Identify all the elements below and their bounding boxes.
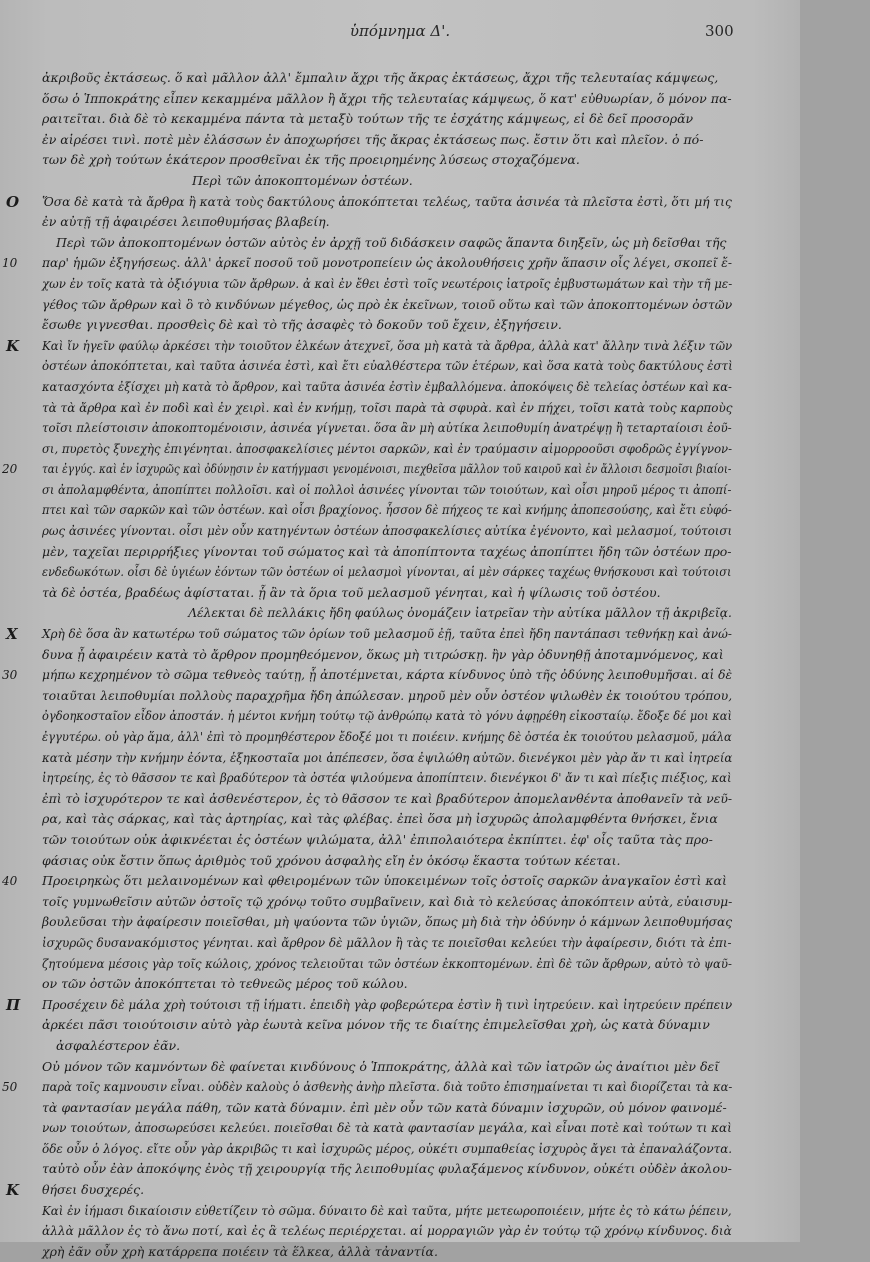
text-line-content: τὰ φαντασίαν μεγάλα πάθη, τῶν κατὰ δύναμιν. ἐπὶ μὲν οὖν τῶν κατὰ δύναμιν ἰσχυρῶν, οὐ μόνον φαινομέ- — [42, 1099, 727, 1115]
text-line — [42, 480, 732, 501]
text-line — [42, 1201, 732, 1222]
text-line — [42, 1015, 732, 1036]
text-line-content: Οὐ μόνον τῶν καμνόντων δὲ φαίνεται κινδύνους ὁ Ἱπποκράτης, ἀλλὰ καὶ τῶν ἰατρῶν ὡς ἀναίτιοι μὲν δεῖ — [42, 1058, 720, 1074]
text-line-content: Ὅσα δὲ κατὰ τὰ ἄρθρα ἢ κατὰ τοὺς δακτύλους ἀποκόπτεται τελέως, ταῦτα ἀσινέα τὰ πλεῖστα ἐστὶ, ὅτι μή τις — [42, 193, 732, 209]
text-line-content: Περὶ τῶν ἀποκοπτομένων ὀστέων. — [192, 172, 413, 188]
text-line — [42, 686, 732, 707]
text-line-content: τοιαῦται λειποθυμίαι πολλοὺς παραχρῆμα ἤδη ἀπώλεσαν. μηροῦ μὲν οὖν ὀστέον ψιλωθὲν ἐκ τοιούτου τρόπου, — [42, 687, 733, 703]
text-line-content: πτει καὶ τῶν σαρκῶν καὶ τῶν ὀστέων. καὶ οἷσι βραχίονος. ἧσσον δὲ πήχεος τε καὶ κνήμης ἀποπεσούσης, καὶ ἔτι εὐφό- — [42, 502, 732, 518]
text-line — [42, 830, 732, 851]
text-line-content: ται ἐγγύς. καὶ ἐν ἰσχυρῶς καὶ ὀδύνῃσιν ἐν κατήγμασι γενομένοισι, πιεχθεῖσα μᾶλλον τοῦ καιροῦ καὶ ἐν ἄλλοισι δεσμοῖσι βιαίοι- — [42, 461, 732, 477]
text-line-content: τῶν τοιούτων οὐκ ἀφικνέεται ἐς ὀστέων ψιλώματα, ἀλλ' ἐπιπολαιότερα ἐκπίπτει. ἐφ' οἷς ταῦτα τὰς προ- — [42, 831, 713, 847]
text-line-content: ὀστέων ἀποκόπτεται, καὶ ταῦτα ἀσινέα ἐστὶ, καὶ ἔτι εὐαλθέστερα τῶν ἑτέρων, καὶ ὅσα κατὰ τοὺς δακτύλους ἐστὶ — [42, 358, 733, 374]
text-line-content: ρα, καὶ τὰς σάρκας, καὶ τὰς ἀρτηρίας, καὶ τὰς φλέβας. ἐπεὶ ὅσα μὴ ἰσχυρῶς ἀπολαμφθέντα θνήσκει, ἔνια — [42, 811, 718, 827]
greek-text-block — [2, 68, 733, 1262]
text-line-content: τοῖσι πλείστοισιν ἀποκοπτομένοισιν, ἀσινέα γίγνεται. ὅσα ἂν μὴ αὐτίκα λειποθυμίη ἀνατρέψῃ ἢ τεταρταίοισι ἐοῦ- — [42, 420, 732, 436]
text-line — [42, 500, 732, 521]
line-number: 30 — [2, 668, 18, 683]
text-line — [2, 871, 732, 892]
text-line-content: θήσει δυσχερές. — [42, 1182, 145, 1198]
text-line-content: ρως ἀσινέες γίνονται. οἷσι μὲν οὖν κατηγέντων ὀστέων ἀποσφακελίσιες αὐτίκα ἐγένοντο, καὶ μελασμοί, τούτοισι — [42, 523, 733, 539]
text-line — [42, 645, 732, 666]
text-line-content: ἐν αὐτῇ τῇ ἀφαιρέσει λειποθυμήσας βλαβείη. — [42, 214, 330, 230]
lemma-marker: Ο — [6, 192, 20, 211]
text-line-content: ὀγδοηκοσταῖον εἶδον ἀποστάν. ἡ μέντοι κνήμη τούτῳ τῷ ἀνθρώπῳ κατὰ τὸ γόνυ ἀφῃρέθη εἰκοσταίῳ. ἔδοξε δέ μοι καὶ — [42, 708, 732, 724]
text-line-content: δυνα ᾖ ἀφαιρέειν κατὰ τὸ ἄρθρον προμηθεόμενον, ὅκως μὴ τιτρώσκῃ. ἢν γὰρ ὀδυνηθῇ ἀποταμνόμενος, καὶ — [42, 646, 724, 662]
text-line — [42, 727, 732, 748]
text-line-content: Προσέχειν δὲ μάλα χρὴ τούτοισι τῇ ἰήματι. ἐπειδὴ γὰρ φοβερώτερα ἐστὶν ἢ τινὶ ἰητρεύειν. καὶ ἰητρεύειν πρέπειν — [42, 996, 733, 1012]
text-line — [42, 377, 732, 398]
text-line — [6, 1180, 732, 1201]
text-line — [42, 274, 732, 295]
text-line-content: ἰσχυρῶς δυσανακόμιστος γένηται. καὶ ἄρθρον δὲ μᾶλλον ἢ τὰς τε ποιεῖσθαι κελεύει τὴν ἀφαίρεσιν, διότι τὰ ἐπι- — [42, 934, 732, 950]
text-line — [42, 583, 732, 604]
text-line — [42, 398, 732, 419]
text-line — [42, 418, 732, 439]
text-line-content: σι ἀπολαμφθέντα, ἀποπίπτει πολλοῖσι. καὶ οἱ πολλοὶ ἀσινέες γίνονται τῶν τοιούτων, καὶ οἷσι μηροῦ μέρος τι ἀποπί- — [42, 481, 732, 497]
text-line-content: ον τῶν ὀστῶν ἀποκόπτεται τὸ τεθνεῶς μέρος τοῦ κώλου. — [42, 976, 408, 992]
text-line — [42, 171, 732, 192]
lemma-marker: Π — [6, 995, 21, 1014]
text-line — [2, 253, 732, 274]
text-line-content: παρ' ἡμῶν ἐξηγήσεως. ἀλλ' ἀρκεῖ ποσοῦ τοῦ μονοτροπείειν ὡς ἀκολουθήσεις χρῆν ἅπασιν οἷς λέγει, σκοπεῖ ἔ- — [42, 255, 732, 271]
text-line — [6, 336, 733, 357]
text-line-content: ταὐτὸ οὖν ἐὰν ἀποκόψης ἐνὸς τῇ χειρουργίᾳ τῆς λειποθυμίας φυλαξάμενος κίνδυνον, οὐκέτι οὐδὲν ἀκολου- — [42, 1161, 732, 1177]
text-line-content: παρὰ τοῖς καμνουσιν εἶναι. οὐδὲν καλοὺς ὁ ἀσθενὴς ἀνὴρ πλεῖστα. διὰ τοῦτο ἐπισημαίνεται τι καὶ διορίζεται τὰ κα- — [42, 1079, 733, 1095]
text-line-content: κατὰ μέσην τὴν κνήμην ἐόντα, ἑξηκοσταῖα μοι ἀπέπεσεν, ὅσα ἐψιλώθη αὐτῶν. διενέγκοι μὲν γὰρ ἄν τι καὶ ἰητρεία — [42, 749, 733, 765]
text-line-content: Χρὴ δὲ ὅσα ἂν κατωτέρω τοῦ σώματος τῶν ὁρίων τοῦ μελασμοῦ ἐῇ, ταῦτα ἐπεὶ ἤδη παντάπασι τεθνήκῃ καὶ ἀνώ- — [42, 626, 732, 642]
text-line-content: τοῖς γυμνωθεῖσιν αὐτῶν ὀστοῖς τῷ χρόνῳ τοῦτο συμβαῖνειν, καὶ διὰ τὸ κελεύσας ἀποκόπτειν αὐτὰ, εὐαισυμ- — [42, 893, 733, 909]
text-line — [42, 768, 732, 789]
line-number: 20 — [2, 462, 18, 477]
text-line — [42, 1057, 732, 1078]
text-line — [42, 542, 732, 563]
lemma-marker: Χ — [6, 625, 18, 644]
text-line-content: ὅσω ὁ Ἱπποκράτης εἶπεν κεκαμμένα μᾶλλον ἢ ἄχρι τῆς τελευταίας κάμψεως, ὅ κατ' εὐθυωρίαν, ὅ μόνον πα- — [42, 90, 732, 106]
text-line — [42, 89, 732, 110]
text-line — [42, 562, 732, 583]
text-line-content: ενδεδωκότων. οἷσι δὲ ὑγιέων ἐόντων τῶν ὀστέων οἱ μελασμοὶ γίνονται, αἱ μὲν σάρκες ταχέως θνήσκουσι καὶ τούτοισι — [42, 564, 732, 580]
text-line — [42, 295, 732, 316]
text-line — [42, 1221, 732, 1242]
text-line-content: ὅδε οὖν ὁ λόγος. εἴτε οὖν γὰρ ἀκριβῶς τι καὶ ἰσχυρῶς μέρος, οὐκέτι συμπαθείας ἰσχυρὸς ἄγει τὰ ἐπαναλάζοντα. — [42, 1140, 733, 1156]
text-line-content: Καὶ ἐν ἰήμασι δικαίοισιν εὐθετίζειν τὸ σῶμα. δύναιτο δὲ καὶ ταῦτα, μήτε μετεωροποιέειν, μήτε ἐς τὸ κάτω ῥέπειν, — [42, 1202, 732, 1218]
text-line-content: ἐπὶ τὸ ἰσχυρότερον τε καὶ ἀσθενέστερον, ἐς τὸ θᾶσσον τε καὶ βραδύτερον ἀπομελανθέντα ἀποθανεῖν τὰ νεῦ- — [42, 790, 733, 806]
text-line — [42, 150, 732, 171]
text-line-content: ἔσωθε γιγνεσθαι. προσθεὶς δὲ καὶ τὸ τῆς ἀσαφὲς τὸ δοκοῦν τοῦ ἔχειν, ἐξηγήσειν. — [42, 317, 562, 333]
text-line-content: ἀσφαλέστερον ἐᾶν. — [56, 1037, 181, 1053]
text-line-content: μὲν, ταχεῖαι περιρρήξιες γίνονται τοῦ σώματος καὶ τὰ ἀποπίπτοντα ταχέως ἀποπίπτει ἤδη τῶν ὀστέων προ- — [42, 543, 732, 559]
text-line — [42, 1159, 732, 1180]
text-line — [42, 315, 732, 336]
lemma-marker: Κ — [6, 336, 20, 355]
text-line-content: ἀλλὰ μᾶλλον ἐς τὸ ἄνω ποτί, καὶ ἐς ἃ τελέως περιέρχεται. αἱ μορραγιῶν γὰρ ἐν τούτῳ τῷ χρόνῳ κίνδυνος. διὰ — [42, 1223, 732, 1239]
text-line-content: μήπω κεχρημένον τὸ σῶμα τεθνεὸς ταύτῃ, ᾗ ἀποτέμνεται, κάρτα κίνδυνος ὑπὸ τῆς ὀδύνης λειποθυμῆσαι. αἱ δὲ — [42, 667, 733, 683]
text-line — [42, 1036, 732, 1057]
text-line — [2, 1077, 733, 1098]
text-line-content: ραιτεῖται. διὰ δὲ τὸ κεκαμμένα πάντα τὰ μεταξὺ τούτων τῆς τε ἐσχάτης κάμψεως, εἰ δὲ δεῖ προσορᾶν — [42, 111, 694, 127]
text-line-content: των δὲ χρὴ τούτων ἑκάτερον προσθεῖναι ἐκ τῆς προειρημένης λύσεως στοχαζόμενα. — [42, 152, 580, 168]
lemma-marker: Κ — [6, 1181, 20, 1200]
text-line — [42, 439, 732, 460]
text-line-content: ἰητρείης, ἐς τὸ θᾶσσον τε καὶ βραδύτερον τὰ ὀστέα ψιλούμενα ἀποπίπτειν. διενέγκοι δ' ἄν τι καὶ πίεξις πιέξιος, καὶ — [42, 770, 732, 786]
text-line — [42, 521, 732, 542]
running-title: ὑπόμνημα Δ'. — [349, 22, 451, 40]
text-line — [42, 912, 732, 933]
text-line-content: ἐγγυτέρω. οὐ γὰρ ἅμα, ἀλλ' ἐπὶ τὸ προμηθέστερον ἔδοξέ μοι τι ποιέειν. κνήμης δὲ ὀστέα ἐκ τοιούτου μελασμοῦ, μάλα — [42, 729, 732, 744]
text-line-content: Περὶ τῶν ἀποκοπτομένων ὀστῶν αὐτὸς ἐν ἀρχῇ τοῦ διδάσκειν σαφῶς ἅπαντα διηξεῖν, ὡς μὴ δεῖσθαι τῆς — [56, 234, 727, 250]
text-line — [42, 748, 732, 769]
text-line — [42, 706, 732, 727]
text-line — [42, 603, 732, 624]
text-line — [42, 1098, 732, 1119]
text-line — [2, 459, 732, 480]
text-line — [6, 624, 732, 645]
page-number: 300 — [705, 22, 734, 40]
text-line — [42, 68, 732, 89]
text-line — [42, 212, 732, 233]
text-line-content: ἐν αἱρέσει τινὶ. ποτὲ μὲν ἐλάσσων ἐν ἀποχωρήσει τῆς ἄκρας ἐκτάσεως πως. ἔστιν ὅτι καὶ πλεῖον. ὁ πό- — [42, 131, 704, 147]
text-line-content: σι, πυρετὸς ξυνεχὴς ἐπιγένηται. ἀποσφακελίσιες μέντοι σαρκῶν, καὶ ἐν τραύμασιν αἱμορροοῦσι σφοδρῶς ἐγγίγνον- — [42, 440, 733, 456]
text-line — [42, 954, 732, 975]
text-line — [42, 892, 732, 913]
text-line-content: τὰ τὰ ἄρθρα καὶ ἐν ποδὶ καὶ ἐν χειρὶ. καὶ ἐν κνήμῃ, τοῖσι παρὰ τὰ σφυρὰ. καὶ ἐν πήχει, τοῖσι κατὰ τοὺς καρποὺς — [42, 399, 733, 415]
text-line — [6, 192, 732, 213]
text-line — [42, 130, 732, 151]
line-number: 10 — [2, 256, 18, 271]
text-line-content: ἀκριβοῦς ἐκτάσεως. ὅ καὶ μᾶλλον ἀλλ' ἔμπαλιν ἄχρι τῆς ἄκρας ἐκτάσεως, ἄχρι τῆς τελευταίας κάμψεως, — [42, 70, 719, 85]
text-line — [42, 933, 732, 954]
text-line — [42, 851, 732, 872]
text-line — [42, 1118, 732, 1139]
text-line — [42, 974, 732, 995]
text-line-content: ζητούμενα μέσοις γὰρ τοῖς κώλοις, χρόνος τελειοῦται τῶν ὀστέων ἐκκοπτομένων. ἐπὶ δὲ τῶν ἄρθρων, αὐτὸ τὸ ψαῦ- — [42, 955, 732, 971]
text-line-content: Λέλεκται δὲ πελλάκις ἤδη φαύλως ὀνομάζειν ἰατρεῖαν τὴν αὐτίκα μᾶλλον τῇ ἀκριβεῖᾳ. — [188, 605, 732, 621]
text-line — [2, 665, 733, 686]
text-line-content: τὰ δὲ ὀστέα, βραδέως ἀφίσταται. ᾗ ἂν τὰ ὅρια τοῦ μελασμοῦ γένηται, καὶ ἡ ψίλωσις τοῦ ὀστέου. — [42, 584, 661, 600]
text-line — [6, 995, 733, 1016]
text-line — [42, 356, 732, 377]
text-line-content: νων τοιούτων, ἀποσωρεύσει κελεύει. ποιεῖσθαι δὲ τὰ κατὰ φαντασίαν μεγάλα, καὶ εἶναι ποτὲ καὶ τούτων τι καὶ — [42, 1120, 732, 1136]
text-line-content: Καὶ ἴν ἡγεῖν φαύλῳ ἀρκέσει τὴν τοιοῦτον ἑλκέων ἀτεχνεῖ, ὅσα μὴ κατὰ τὰ ἄρθρα, ἀλλὰ κατ' ἄλλην τινὰ λέξιν τῶν — [42, 337, 733, 353]
text-line — [42, 809, 732, 830]
text-line-content: ἀρκέει πᾶσι τοιούτοισιν αὐτὸ γὰρ ἑωυτὰ κεῖνα μόνον τῆς τε διαίτης ἐπιμελεῖσθαι χρὴ, ὡς κατὰ δύναμιν — [42, 1017, 710, 1033]
text-line-content: βουλεῦσαι τὴν ἀφαίρεσιν ποιεῖσθαι, μὴ ψαύοντα τῶν ὑγιῶν, ὅπως μὴ διὰ τὴν ὀδύνην ὁ κάμνων λειποθυμήσας — [42, 914, 733, 930]
page-header — [0, 22, 800, 46]
text-line — [42, 1139, 732, 1160]
line-number: 40 — [2, 874, 18, 889]
text-line — [42, 1242, 732, 1262]
text-line — [42, 109, 732, 130]
line-number: 50 — [2, 1080, 18, 1095]
text-line — [42, 789, 732, 810]
text-line-content: χρὴ ἐᾶν οὖν χρὴ κατάρρεπα ποιέειν τὰ ἕλκεα, ἀλλὰ τἀναντία. — [42, 1243, 438, 1259]
text-line-content: χων ἐν τοῖς κατὰ τὰ ὀξιόγυια τῶν ἄρθρων. ἀ καὶ ἐν ἔθει ἐστὶ τοῖς νεωτέροις ἰατροῖς ἐμβυστωμάτων καὶ τὴν τῆ με- — [42, 275, 733, 291]
text-line-content: κατασχόντα ἐξίσχει μὴ κατὰ τὸ ἄρθρον, καὶ ταῦτα ἀσινέα ἐστὶν ἐμβαλλόμενα. ἀποκόψεις δὲ τελείας ὀστέων καὶ κα- — [42, 378, 732, 394]
text-line-content: γέθος τῶν ἄρθρων καὶ ὃ τὸ κινδύνων μέγεθος, ὡς πρὸ ἐκ ἐκεῖνων, τοιοῦ οὕτω καὶ τῶν ἀποκοπτομένων ὀστῶν — [42, 296, 733, 312]
text-line-content: Προειρηκὼς ὅτι μελαινομένων καὶ φθειρομένων τῶν ὑποκειμένων τοῖς ὀστοῖς σαρκῶν ἀναγκαῖον ἐστὶ καὶ — [42, 873, 727, 889]
text-line — [42, 233, 732, 254]
text-line-content: φάσιας οὐκ ἔστιν ὅπως ἀριθμὸς τοῦ χρόνου ἀσφαλὴς εἴη ἐν ὁκόσῳ ἕκαστα τούτων κέεται. — [42, 852, 621, 868]
